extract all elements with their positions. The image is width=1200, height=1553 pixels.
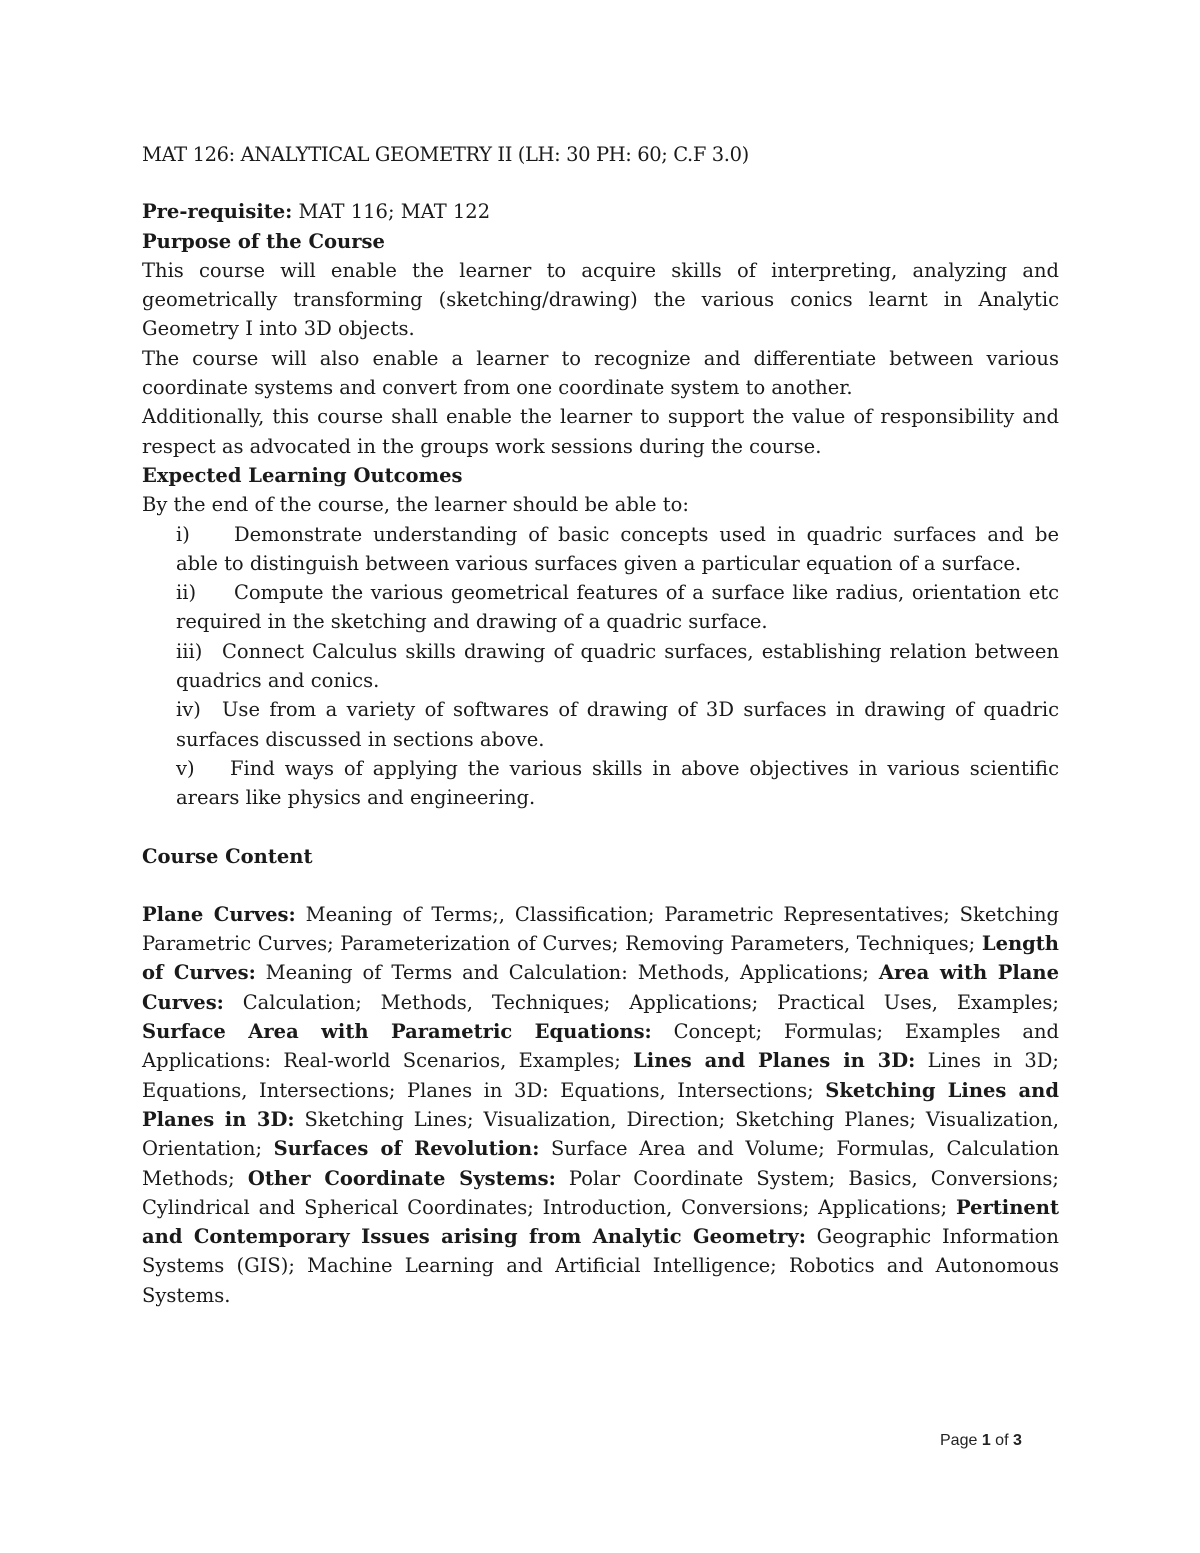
outcome-item xyxy=(176,637,1059,696)
outcome-text: Connect Calculus skills drawing of quadric surfaces, establishing relation between quadrics and conics. xyxy=(176,639,1059,693)
page-footer xyxy=(940,1432,1022,1450)
topic-title: Pertinent and Contemporary Issues arising from Analytic Geometry: xyxy=(142,1195,1059,1249)
document-page xyxy=(142,140,1059,1310)
topic-title: Area with Plane Curves: xyxy=(142,961,1059,1014)
topic-text: Meaning of Terms and Calculation: Methods, Applications; xyxy=(255,961,879,985)
topic-text: Meaning of Terms;, Classification; Parametric Representatives; Sketching Parametric Curves; Parameterization of Curves; Removing Parameters, Techniques; xyxy=(142,902,1059,956)
topic-text: Geographic Information Systems (GIS); Machine Learning and Artificial Intelligence; Robotics and Autonomous Systems. xyxy=(142,1225,1059,1307)
topic-title: Plane Curves: xyxy=(142,902,296,926)
outcome-number: iv) xyxy=(176,698,201,722)
outcomes-heading: Expected Learning Outcomes xyxy=(142,463,463,487)
topic-text: Sketching Lines; Visualization, Direction; Sketching Planes; Visualization, Orientation; xyxy=(142,1107,1059,1161)
outcome-number: iii) xyxy=(176,639,203,663)
topic-title: Other Coordinate Systems: xyxy=(247,1166,556,1190)
prerequisite-label: Pre-requisite: xyxy=(142,200,293,224)
outcome-number: i) xyxy=(176,522,190,546)
page-number: 1 xyxy=(981,1432,991,1449)
topic-title: Sketching Lines and Planes in 3D: xyxy=(142,1078,1059,1131)
outcome-item xyxy=(176,520,1059,579)
topic-text: Concept; Formulas; Examples and Applications: Real-world Scenarios, Examples; xyxy=(142,1020,1059,1073)
outcomes-list xyxy=(142,520,1059,813)
prerequisite-value: MAT 116; MAT 122 xyxy=(292,200,491,224)
outcome-text: Demonstrate understanding of basic concepts used in quadric surfaces and be able to distinguish between various surfaces given a particular equation of a surface. xyxy=(176,522,1059,575)
course-title: MAT 126: ANALYTICAL GEOMETRY II (LH: 30 PH: 60; C.F 3.0) xyxy=(142,143,749,166)
course-content-heading: Course Content xyxy=(142,844,313,868)
topic-text: Lines in 3D; Equations, Intersections; Planes in 3D: Equations, Intersections; xyxy=(142,1049,1059,1102)
purpose-paragraph: This course will enable the learner to acquire skills of interpreting, analyzing and geometrically transforming (sketching/drawing) the various conics learnt in Analytic Geometry I into 3D objects. xyxy=(142,258,1059,341)
outcome-number: ii) xyxy=(176,581,197,605)
outcome-text: Compute the various geometrical features of a surface like radius, orientation etc required in the sketching and drawing of a quadric surface. xyxy=(176,581,1059,634)
course-content-paragraph xyxy=(142,900,1059,1310)
topic-title: Surface Area with Parametric Equations: xyxy=(142,1020,652,1044)
topic-title: Surfaces of Revolution: xyxy=(273,1137,540,1161)
page-word: Page xyxy=(940,1432,982,1449)
outcome-item xyxy=(176,695,1059,754)
topic-text: Calculation; Methods, Techniques; Applications; Practical Uses, Examples; xyxy=(223,990,1059,1014)
purpose-heading: Purpose of the Course xyxy=(142,229,385,253)
purpose-paragraph: Additionally, this course shall enable the learner to support the value of responsibility and respect as advocated in the groups work sessions during the course. xyxy=(142,405,1059,458)
topic-text: Polar Coordinate System; Basics, Conversions; Cylindrical and Spherical Coordinates; Introduction, Conversions; Applications; xyxy=(142,1166,1060,1219)
outcome-number: v) xyxy=(176,756,195,780)
outcomes-intro: By the end of the course, the learner should be able to: xyxy=(142,493,689,517)
outcome-item xyxy=(176,578,1059,637)
outcome-item xyxy=(176,754,1059,813)
of-word: of xyxy=(990,1432,1013,1449)
topic-title: Lines and Planes in 3D: xyxy=(633,1049,916,1073)
page-total: 3 xyxy=(1012,1432,1022,1449)
topic-title: Length of Curves: xyxy=(142,932,1059,985)
purpose-paragraph: The course will also enable a learner to recognize and differentiate between various coordinate systems and convert from one coordinate system to another. xyxy=(142,346,1059,400)
topic-text: Surface Area and Volume; Formulas, Calculation Methods; xyxy=(142,1137,1059,1190)
outcome-text: Use from a variety of softwares of drawing of 3D surfaces in drawing of quadric surfaces discussed in sections above. xyxy=(176,698,1059,751)
prerequisite-line xyxy=(142,197,1059,226)
outcome-text: Find ways of applying the various skills in above objectives in various scientific arears like physics and engineering. xyxy=(176,756,1059,810)
